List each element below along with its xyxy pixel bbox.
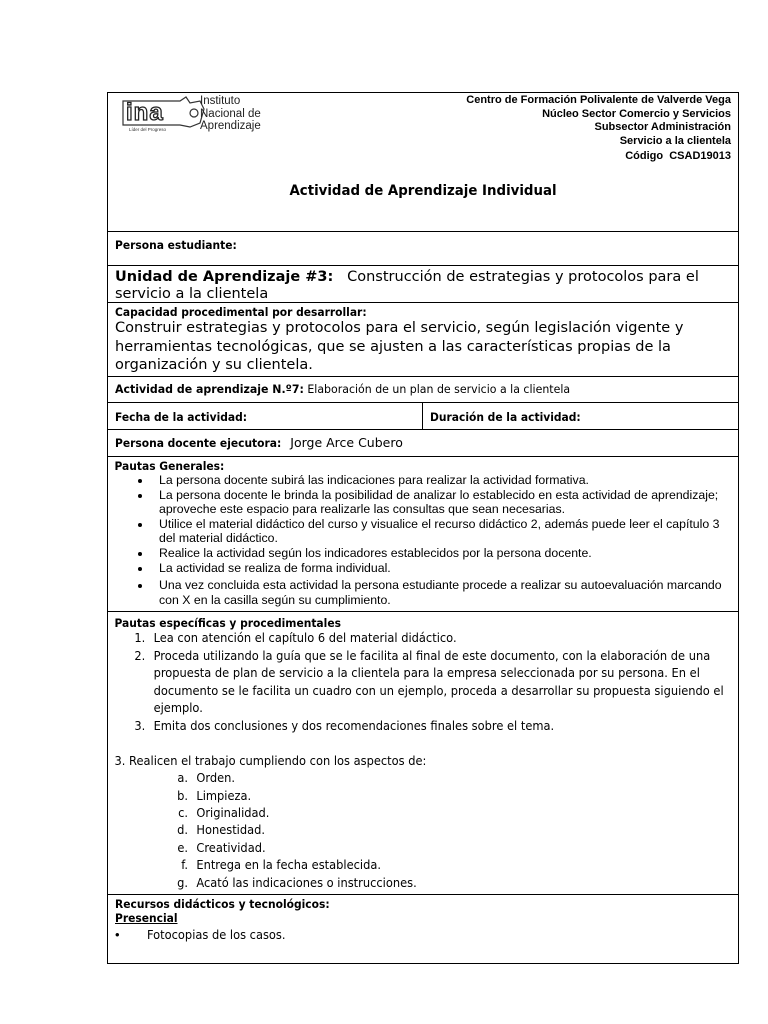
list-item: • La persona docente le brinda la posibilidad de analizar lo establecido en esta actividad de aprendizaje; aproveche este espacio para realizarle las consultas que sean necesarias.: [152, 488, 732, 517]
document-title: Actividad de Aprendizaje Individual: [289, 183, 557, 199]
list-item: e. Creatividad.: [192, 840, 735, 857]
recursos-sublabel: Presencial: [115, 911, 178, 925]
pautas-generales-row: [108, 457, 738, 612]
codigo-label: Código: [625, 150, 664, 162]
pautas-especificas-row: [108, 612, 738, 895]
ina-logo-mark: ina: [126, 99, 164, 126]
persona-estudiante-label: Persona estudiante:: [115, 238, 237, 252]
ina-logo-tagline: Líder del Progreso: [129, 127, 167, 132]
list-item: c. Originalidad.: [192, 805, 735, 822]
docente-value: Jorge Arce Cubero: [290, 435, 403, 450]
capacidad-value: Construir estrategias y protocolos para el servicio, según legislación vigente y herramientas tecnológicas, que se ajusten a las características propias de la organización y su clientela.: [115, 320, 684, 373]
pautas-generales-list: [108, 473, 738, 607]
center-info: [466, 94, 731, 164]
list-item: d. Honestidad.: [192, 822, 735, 839]
list-item: 3. Emita dos conclusiones y dos recomendaciones finales sobre el tema.: [149, 718, 735, 736]
institution-name: [200, 95, 261, 133]
codigo: [466, 150, 731, 164]
fecha-duracion-row: [108, 403, 738, 430]
persona-estudiante-row: [108, 231, 738, 266]
fecha-label: Fecha de la actividad:: [115, 410, 248, 424]
list-item: b. Limpieza.: [192, 788, 735, 805]
list-item: • La persona docente subirá las indicaciones para realizar la actividad formativa.: [152, 473, 732, 488]
list-item: • Una vez concluida esta actividad la persona estudiante procede a realizar su autoevaluación marcando con X en la casilla según su cumplimiento.: [152, 578, 732, 607]
institution-line-2: Nacional de: [200, 107, 261, 120]
actividad-label: Actividad de aprendizaje N.º7:: [115, 382, 304, 396]
center-info-line: Servicio a la clientela: [619, 134, 731, 147]
unidad-row: [108, 266, 738, 303]
capacidad-row: [108, 303, 738, 377]
capacidad-label: Capacidad procedimental por desarrollar:: [115, 305, 367, 319]
document-header: [108, 93, 738, 231]
duracion-label: Duración de la actividad:: [430, 410, 581, 424]
bullet-icon: •: [115, 927, 120, 942]
aspectos-list: [108, 770, 735, 892]
recurso-item: Fotocopias de los casos.: [147, 927, 286, 942]
list-item: a. Orden.: [192, 770, 735, 787]
pautas-especificas-list: [108, 630, 735, 736]
unidad-label: Unidad de Aprendizaje #3:: [115, 269, 334, 285]
list-item: g. Acató las indicaciones o instrucciones.: [192, 875, 735, 892]
list-item: • Utilice el material didáctico del curso y visualice el recurso didáctico 2, además puede leer el capítulo 3 del material didáctico.: [152, 517, 732, 546]
activity-document: [107, 92, 739, 964]
aspectos-intro: 3. Realicen el trabajo cumpliendo con los aspectos de:: [114, 753, 427, 768]
recursos-row: [108, 895, 738, 963]
list-item: • Realice la actividad según los indicadores establecidos por la persona docente.: [152, 546, 732, 561]
pautas-generales-label: Pautas Generales:: [114, 459, 225, 473]
institution-line-1: Instituto: [200, 95, 241, 107]
pautas-especificas-label: Pautas específicas y procedimentales: [114, 616, 341, 630]
list-item: [115, 927, 731, 942]
institution-line-3: Aprendizaje: [200, 120, 261, 132]
unidad-value: Construcción de estrategias y protocolos para el servicio a la clientela: [115, 269, 699, 302]
recursos-label: Recursos didácticos y tecnológicos:: [115, 897, 330, 911]
docente-row: [108, 430, 738, 457]
center-info-line: Núcleo Sector Comercio y Servicios: [542, 107, 731, 120]
docente-label: Persona docente ejecutora:: [115, 436, 282, 450]
actividad-value: Elaboración de un plan de servicio a la clientela: [307, 382, 571, 396]
list-item: 2. Proceda utilizando la guía que se le facilita al final de este documento, con la elaboración de una propuesta de plan de servicio a la clientela para la empresa seleccionada por su persona. En el documento se le facilita un cuadro con un ejemplo, proceda a desarrollar su propuesta siguiendo el ejemplo.: [149, 648, 735, 718]
list-item: f. Entrega en la fecha establecida.: [192, 857, 735, 874]
list-item: 1. Lea con atención el capítulo 6 del material didáctico.: [149, 630, 735, 648]
list-item: • La actividad se realiza de forma individual.: [152, 561, 732, 576]
center-info-line: Centro de Formación Polivalente de Valverde Vega: [466, 94, 731, 106]
actividad-row: [108, 377, 738, 403]
center-info-line: Subsector Administración: [594, 121, 731, 133]
codigo-value: CSAD19013: [669, 150, 731, 162]
